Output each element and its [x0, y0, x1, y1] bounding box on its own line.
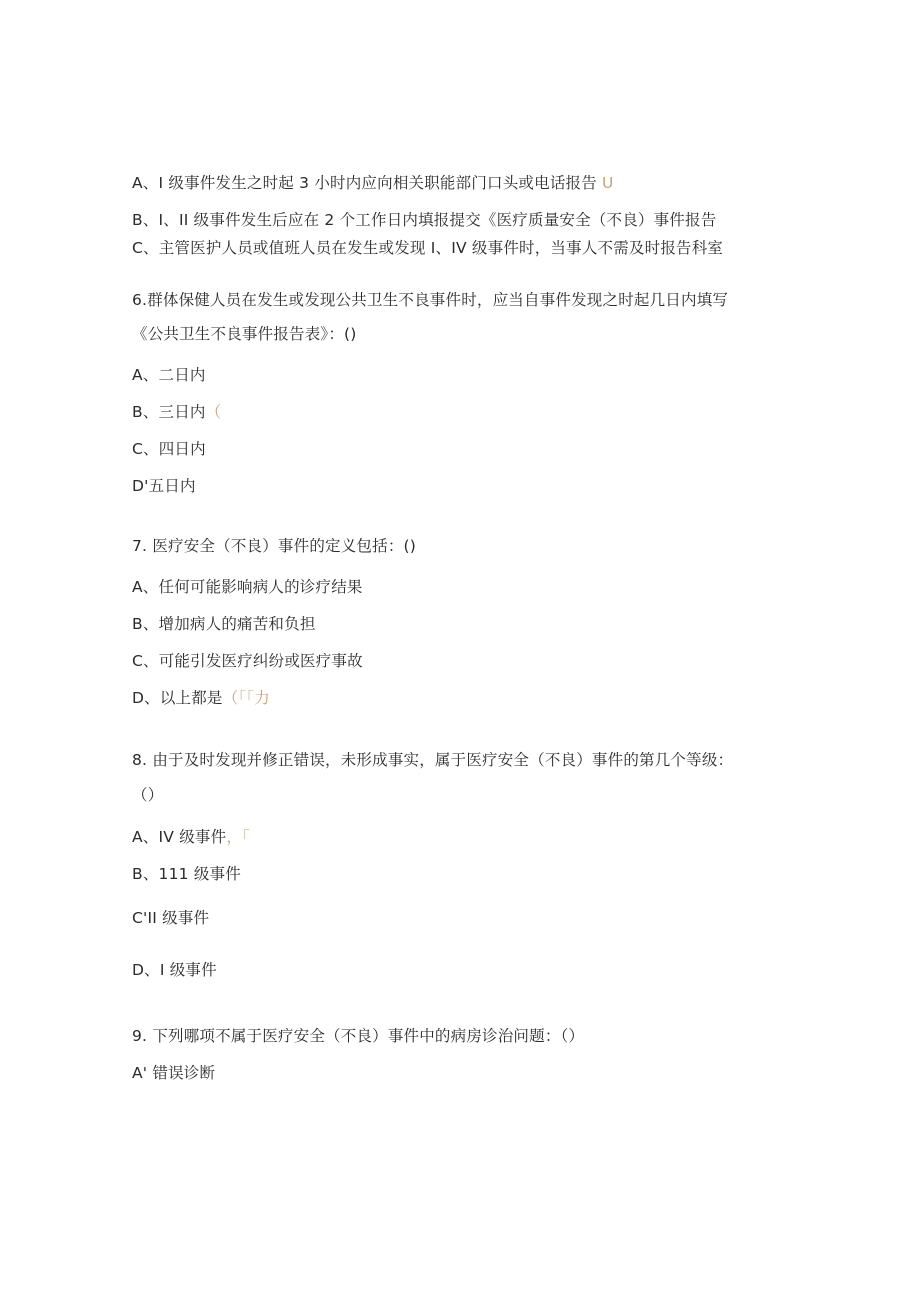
option-5c: C、主管医护人员或值班人员在发生或发现 I、IV 级事件时，当事人不需及时报告科室: [132, 239, 724, 257]
handwritten-mark: U: [596, 174, 614, 192]
option-6a: A、二日内: [132, 366, 206, 384]
option-7b: B、增加病人的痛苦和负担: [132, 615, 316, 633]
option-6c: C、四日内: [132, 440, 206, 458]
question-9: 9. 下列哪项不属于医疗安全（不良）事件中的病房诊治问题：（）: [132, 1027, 585, 1045]
question-7: 7. 医疗安全（不良）事件的定义包括：(): [132, 537, 417, 555]
option-8d: D、I 级事件: [132, 961, 217, 979]
option-8a: A、IV 级事件，「: [132, 828, 250, 846]
question-6-line-2: 《公共卫生不良事件报告表》：(): [132, 325, 357, 343]
handwritten-mark: （「「力: [222, 689, 270, 707]
handwritten-mark: ，「: [226, 828, 250, 846]
option-6b: B、三日内（: [132, 403, 222, 421]
handwritten-mark: （: [205, 403, 222, 421]
option-7a: A、任何可能影响病人的诊疗结果: [132, 578, 363, 596]
option-5b: B、I、II 级事件发生后应在 2 个工作日内填报提交《医疗质量安全（不良）事件报告: [132, 211, 717, 229]
option-6d: D'五日内: [132, 477, 196, 495]
question-8-line-1: 8. 由于及时发现并修正错误，未形成事实，属于医疗安全（不良）事件的第几个等级：: [132, 751, 734, 769]
option-8b: B、111 级事件: [132, 865, 241, 883]
option-9a: A' 错误诊断: [132, 1064, 216, 1082]
option-7d: D、以上都是（「「力: [132, 689, 270, 707]
option-7c: C、可能引发医疗纠纷或医疗事故: [132, 652, 363, 670]
option-8c: C'II 级事件: [132, 909, 210, 927]
question-6-line-1: 6.群体保健人员在发生或发现公共卫生不良事件时，应当自事件发现之时起几日内填写: [132, 291, 729, 309]
option-5a: A、I 级事件发生之时起 3 小时内应向相关职能部门口头或电话报告 U: [132, 174, 614, 192]
question-8-line-2: （）: [132, 786, 164, 804]
